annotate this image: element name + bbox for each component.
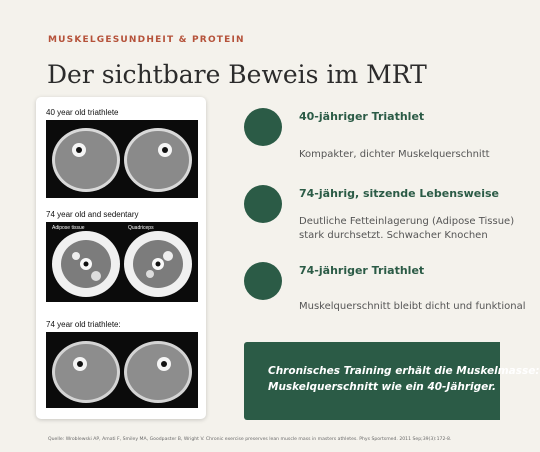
- point-body: Muskelquerschnitt bleibt dicht und funktional: [299, 301, 526, 312]
- scan-caption: 40 year old triathlete: [46, 108, 119, 117]
- mri-figure-card: [36, 97, 206, 419]
- scan-label-quadriceps: Quadriceps: [128, 225, 154, 231]
- point-body: Deutliche Fetteinlagerung (Adipose Tissue) stark durchsetzt. Schwacher Knochen: [299, 216, 515, 241]
- scan-label-adipose: Adipose tissue: [52, 225, 85, 231]
- source-citation: Quelle: Wroblewski AP, Amati F, Smiley MA, Goodpaster B, Wright V. Chronic exercise preserves lean muscle mass in masters athletes. Phys Sportsmed. 2011 Sep;39(3):172-8.: [48, 437, 452, 442]
- point-title: 74-jährig, sitzende Lebensweise: [299, 187, 499, 200]
- scan-caption: 74 year old triathlete:: [46, 320, 121, 329]
- point-marker: [244, 262, 282, 300]
- mri-scan-sedentary-74: [46, 222, 198, 302]
- kicker: MUSKELGESUNDHEIT & PROTEIN: [48, 35, 245, 45]
- point-title: 40-jähriger Triathlet: [299, 110, 425, 123]
- point-marker: [244, 185, 282, 223]
- callout-box: [244, 342, 540, 420]
- point-marker: [244, 108, 282, 146]
- mri-scan-athlete-40: [46, 120, 198, 198]
- page-title: Der sichtbare Beweis im MRT: [47, 60, 427, 89]
- point-title: 74-jähriger Triathlet: [299, 264, 425, 277]
- scan-caption: 74 year old and sedentary: [46, 210, 139, 219]
- mri-scan-athlete-74: [46, 332, 198, 408]
- point-body: Kompakter, dichter Muskelquerschnitt: [299, 149, 490, 160]
- callout-text: Chronisches Training erhält die Muskelmasse: Muskelquerschnitt wie ein 40-Jähriger.: [268, 365, 540, 393]
